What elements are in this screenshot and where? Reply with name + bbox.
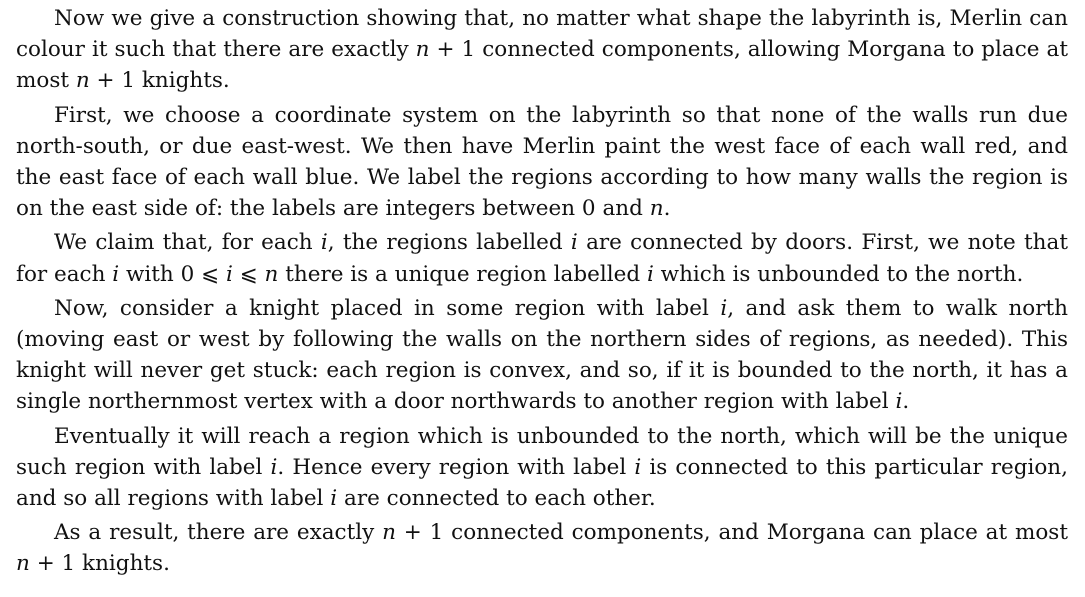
text-run: , the regions labelled xyxy=(327,230,571,256)
math-variable: i xyxy=(646,261,654,287)
text-run: is connected to this particular region, and so all regions with label xyxy=(16,454,1068,512)
text-run: Eventually it will reach a region which is unbounded to the north, which will be the unique such region with label xyxy=(16,423,1068,480)
text-run: + 1 connected components, and Morgana can place at most xyxy=(395,520,1068,546)
paragraph-construction-intro xyxy=(16,3,1068,97)
text-run: + 1 connected components, allowing Morgana to place at most xyxy=(16,37,1068,94)
text-run: which is unbounded to the north. xyxy=(653,261,1024,287)
text-run: . Hence every region with label xyxy=(277,454,635,480)
math-variable: i xyxy=(634,454,642,480)
text-run: are connected to each other. xyxy=(337,486,656,512)
math-variable: i xyxy=(720,295,728,321)
text-run: + 1 knights. xyxy=(89,68,230,94)
math-variable: i xyxy=(570,230,578,256)
math-variable: i xyxy=(330,486,338,512)
math-variable: n xyxy=(649,196,664,222)
math-variable: n xyxy=(75,68,90,94)
math-variable: i xyxy=(112,261,120,287)
math-variable: n xyxy=(382,520,396,546)
paragraph-coordinate-system xyxy=(16,100,1068,225)
math-variable: n xyxy=(415,37,430,63)
proof-text xyxy=(16,3,1068,580)
paragraph-conclusion xyxy=(16,517,1068,579)
text-run: ⩽ xyxy=(232,261,265,287)
text-run: As a result, there are exactly xyxy=(54,520,383,546)
text-run: Now, consider a knight placed in some region with label xyxy=(54,295,721,321)
text-run: there is a unique region labelled xyxy=(278,261,647,287)
math-variable: i xyxy=(320,230,328,256)
text-run: , and ask them to walk north (moving east or west by following the walls on the northern sides of regions, as needed). This knight will never get stuck: each region is convex, and so, if it is bounded to the north, it has a single northernmost vertex with a door northwards to another region with label xyxy=(16,295,1068,415)
math-variable: n xyxy=(16,551,30,577)
text-run: . xyxy=(663,196,671,222)
math-variable: i xyxy=(225,261,233,287)
text-run: Now we give a construction showing that, no matter what shape the labyrinth is, Merlin can colour it such that there are exactly xyxy=(16,6,1068,63)
paragraph-knight-walk xyxy=(16,293,1068,418)
math-variable: i xyxy=(270,454,278,480)
math-variable: n xyxy=(264,261,279,287)
text-run: with 0 ⩽ xyxy=(119,261,226,287)
paragraph-claim xyxy=(16,227,1068,289)
math-variable: i xyxy=(895,389,903,415)
text-run: . xyxy=(902,389,910,415)
text-run: are connected by doors. First, we note that for each xyxy=(16,230,1068,287)
text-run: + 1 knights. xyxy=(29,551,170,577)
text-run: We claim that, for each xyxy=(54,230,321,256)
text-run: First, we choose a coordinate system on the labyrinth so that none of the walls run due north-south, or due east-west. We then have Merlin paint the west face of each wall red, and the east face of each wall blue. We label the regions according to how many walls the region is on the east side of: the labels are integers between 0 and xyxy=(16,102,1068,222)
paragraph-eventually xyxy=(16,421,1068,515)
